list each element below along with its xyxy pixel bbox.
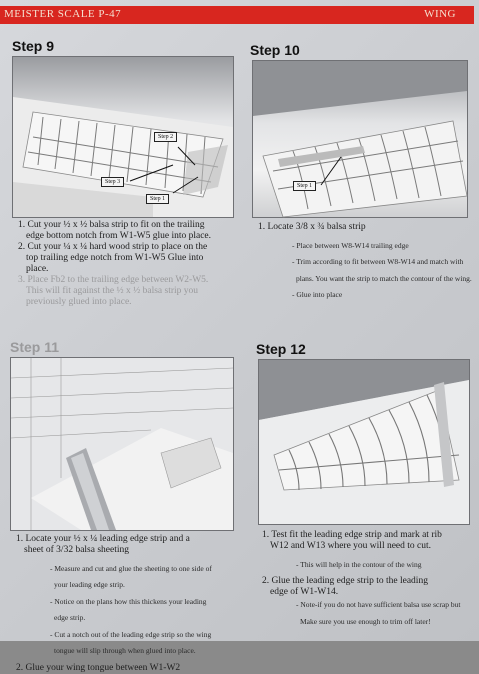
callout-step-1: Step 1 [146,194,169,204]
step-11-line: sheet of 3/32 balsa sheeting [24,545,130,555]
step-9-line: top trailing edge notch from W1-W5 Glue into [26,253,204,263]
step-10-instructions [258,222,476,307]
step-9-photo [12,56,234,218]
header-section: WING [424,8,456,20]
step-9-title: Step 9 [12,38,55,54]
callout-step-1: Step 1 [293,181,316,191]
step-12-line: 2. Glue the leading edge strip to the leading [262,576,428,586]
step-11-line: 1. Locate your ½ x ¼ leading edge strip and a [16,534,190,544]
step-11-title: Step 11 [10,339,60,355]
step-12-subline: Make sure you use enough to trim off later! [300,616,431,626]
step-12-title: Step 12 [256,341,306,357]
header-title: MEISTER SCALE P-47 [4,8,122,20]
step-9-instructions [18,220,246,308]
step-9-line: 2. Cut your ¼ x ¼ hard wood strip to place on the [18,242,208,252]
step-10-subline: - Glue into place [292,290,343,299]
step-9-line: edge bottom notch from W1-W5 glue into place. [26,231,212,241]
step-9-line: 1. Cut your ½ x ½ balsa strip to fit on the trailing [18,220,205,230]
step-11-subline: tongue will slip through when glued into place. [54,646,196,655]
step-10-subline: - Place between W8-W14 trailing edge [292,240,409,250]
step-11-subline: your leading edge strip. [54,580,125,589]
step-12-subline: - Note-if you do not have sufficient balsa use scrap but [296,600,461,609]
step-10-photo [252,60,468,218]
step-11-photo [10,357,234,531]
step-10-title: Step 10 [250,42,300,58]
step-9-line: place. [26,264,49,274]
step-12-instructions [262,530,476,633]
step-11-line: 2. Glue your wing tongue between W1-W2 [16,662,181,673]
step-11-instructions [16,534,242,674]
step-9-line: previously glued into place. [26,297,132,307]
step-11-subline: edge strip. [54,613,86,622]
callout-step-3: Step 3 [101,177,124,187]
step-10-line: 1. Locate 3/8 x ¾ balsa strip [258,222,366,232]
step-11-subline: - Notice on the plans how this thickens your leading [50,596,207,606]
step-9-line: 3. Place Fb2 to the trailing edge between W2-W5. [18,275,209,285]
step-12-subline: - This will help in the contour of the wing [296,559,422,569]
header-bar [0,6,474,24]
step-12-line: edge of W1-W14. [270,587,339,597]
step-12-line: 1. Test fit the leading edge strip and mark at rib [262,530,442,540]
step-11-subline: - Measure and cut and glue the sheeting to one side of [50,563,212,573]
step-12-line: W12 and W13 where you will need to cut. [270,541,432,551]
step-10-subline: - Trim according to fit between W8-W14 and match with [292,257,464,266]
step-9-line: This will fit against the ½ x ½ balsa strip you [26,286,199,296]
step-10-subline: plans. You want the strip to match the contour of the wing. [296,273,472,283]
callout-step-2: Step 2 [154,132,177,142]
step-12-photo [258,359,470,525]
step-11-subline: - Cut a notch out of the leading edge strip so the wing [50,629,212,639]
